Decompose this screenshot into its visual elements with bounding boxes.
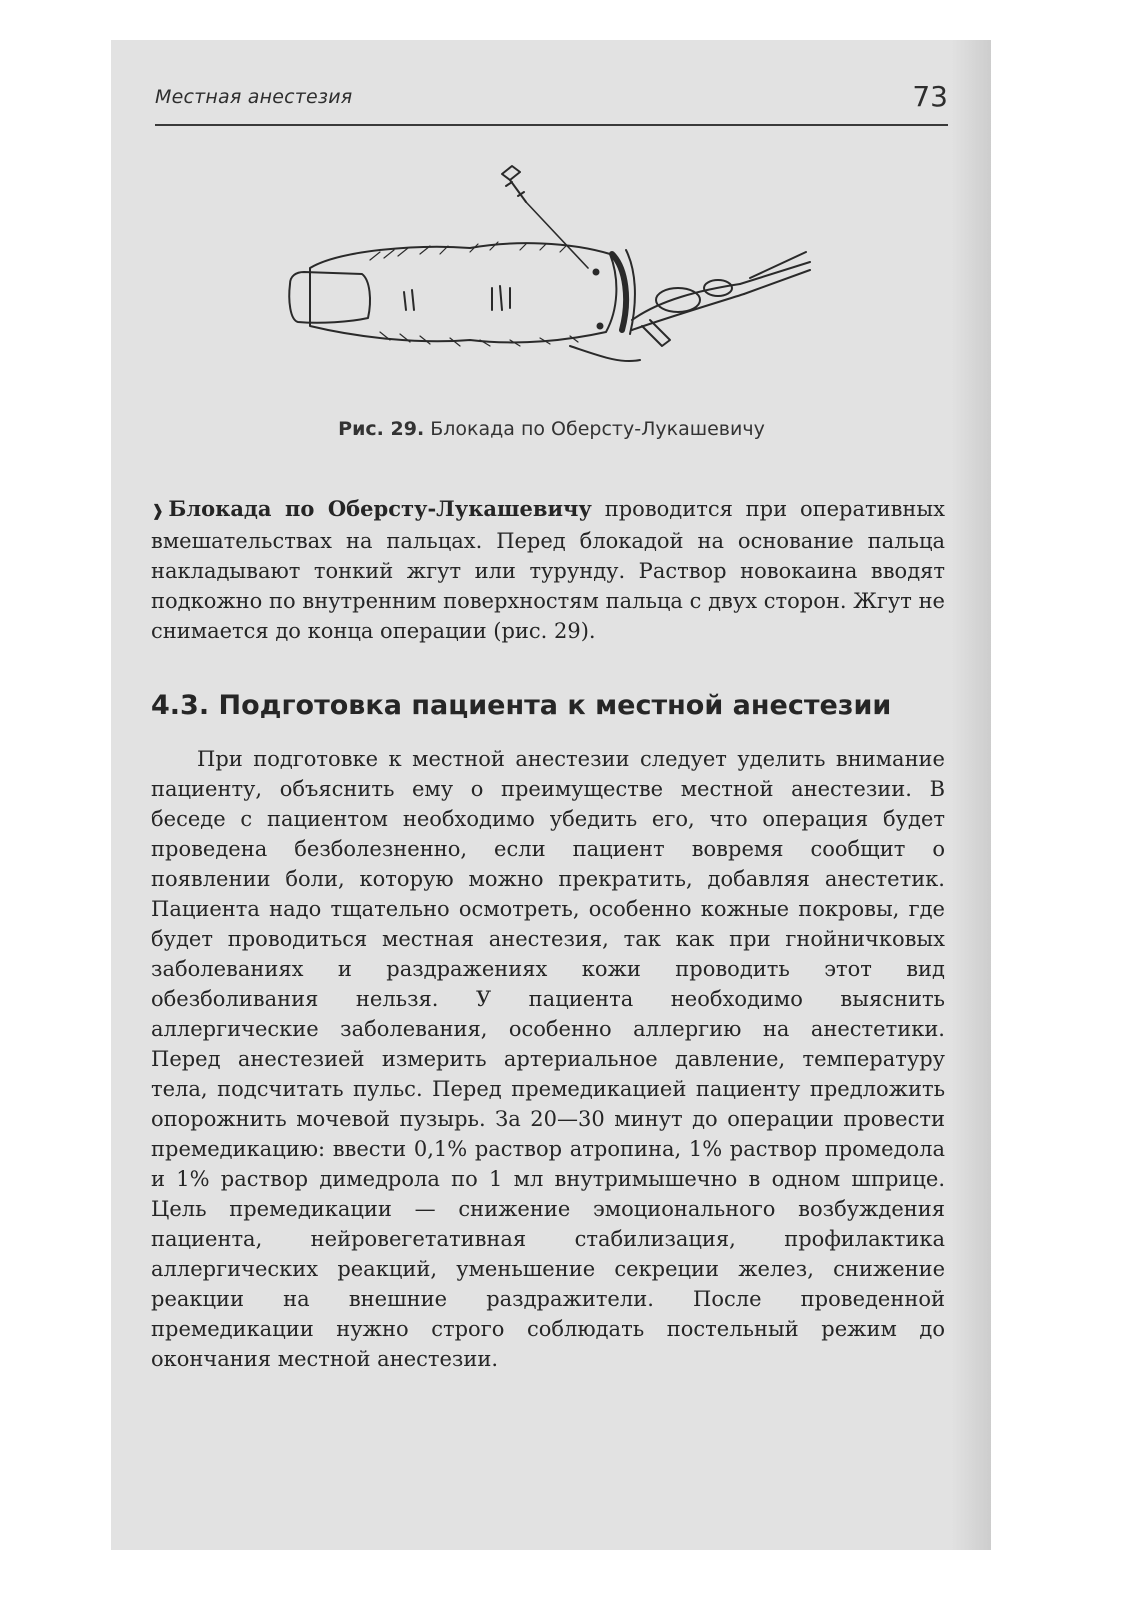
- page-number: 73: [912, 80, 948, 113]
- figure-29: [270, 150, 830, 380]
- block-description-paragraph: [151, 494, 945, 646]
- bullet-marker: ❱: [151, 501, 165, 520]
- chapter-title: Местная анестезия: [155, 86, 353, 108]
- section-heading: 4.3. Подготовка пациента к местной анестезии: [151, 690, 892, 721]
- section-paragraph: При подготовке к местной анестезии следует уделить внимание пациенту, объяснить ему о преимуществе местной анестезии. В беседе с пациентом необходимо убедить его, что операция будет проведена безболезненно, если пациент вовремя сообщит о появлении боли, которую можно прекратить, добавляя анестетик. Пациента надо тщательно осмотреть, особенно кожные покровы, где будет проводиться местная анестезия, так как при гнойничковых заболеваниях и раздражениях кожи проводить этот вид обезболивания нельзя. У пациента необходимо выяснить аллергические заболевания, особенно аллергию на анестетики. Перед анестезией измерить артериальное давление, температуру тела, подсчитать пульс. Перед премедикацией пациенту предложить опорожнить мочевой пузырь. За 20—30 минут до операции провести премедикацию: ввести 0,1% раствор атропина, 1% раствор промедола и 1% раствор димедрола по 1 мл внутримышечно в одном шприце. Цель премедикации — снижение эмоционального возбуждения пациента, нейровегетативная стабилизация, профилактика аллергических реакций, уменьшение секреции желез, снижение реакции на внешние раздражители. После проведенной премедикации нужно строго соблюдать постельный режим до окончания местной анестезии.: [151, 747, 945, 1371]
- figure-caption-label: Рис. 29.: [338, 418, 425, 440]
- figure-caption-text: Блокада по Оберсту-Лукашевичу: [430, 418, 765, 440]
- running-header: [155, 80, 948, 126]
- block-lead-term: Блокада по Оберсту-Лукашевичу: [168, 496, 592, 521]
- figure-caption: [155, 418, 948, 440]
- finger-anesthesia-illustration-icon: [270, 150, 830, 380]
- block-description-text: проводится при оперативных вмешательствах на пальцах. Перед блокадой на основание пальца накладывают тонкий жгут или турунду. Раствор новокаина вводят подкожно по внутренним поверхностям пальца с двух сторон. Жгут не снимается до конца операции (рис. 29).: [151, 497, 945, 643]
